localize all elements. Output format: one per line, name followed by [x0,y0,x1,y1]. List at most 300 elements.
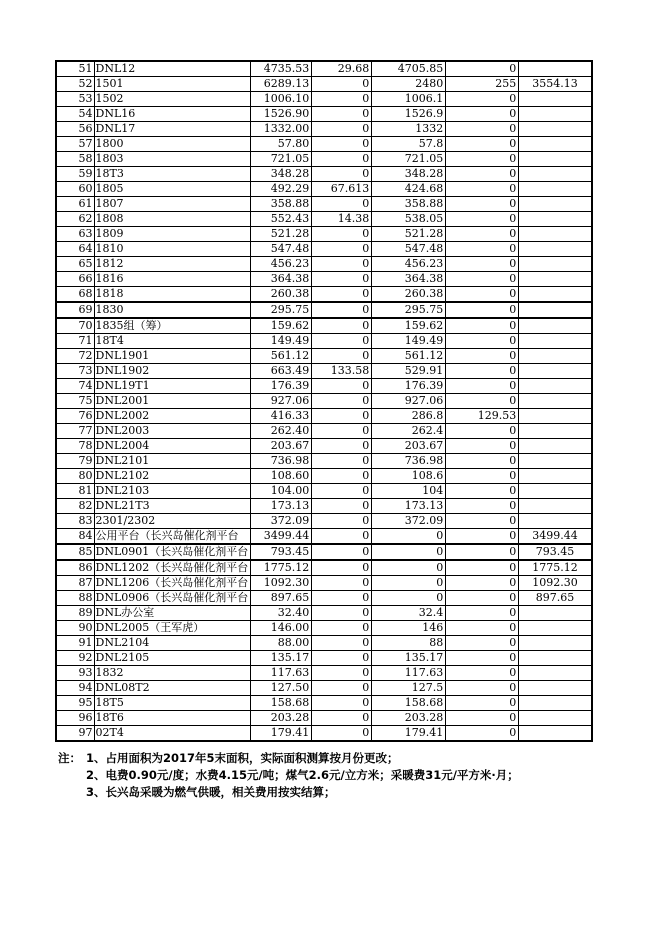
value-a-cell[interactable]: 0 [312,651,372,666]
row-number-cell[interactable]: 80 [56,469,94,484]
area-cell[interactable]: 416.33 [251,409,312,424]
value-d-cell[interactable] [519,287,592,303]
value-d-cell[interactable] [519,439,592,454]
area-cell[interactable]: 6289.13 [251,77,312,92]
value-a-cell[interactable]: 0 [312,197,372,212]
area-cell[interactable]: 456.23 [251,257,312,272]
unit-name-cell[interactable]: 2301/2302 [94,514,251,529]
value-d-cell[interactable] [519,364,592,379]
area-cell[interactable]: 663.49 [251,364,312,379]
value-d-cell[interactable] [519,666,592,681]
value-c-cell[interactable]: 0 [446,651,519,666]
value-b-cell[interactable]: 104 [372,484,446,499]
unit-name-cell[interactable]: 1803 [94,152,251,167]
value-b-cell[interactable]: 4705.85 [372,61,446,77]
value-b-cell[interactable]: 32.4 [372,606,446,621]
value-c-cell[interactable]: 0 [446,514,519,529]
value-c-cell[interactable]: 0 [446,107,519,122]
value-b-cell[interactable]: 127.5 [372,681,446,696]
unit-name-cell[interactable]: DNL办公室 [94,606,251,621]
value-d-cell[interactable] [519,272,592,287]
unit-name-cell[interactable]: 18T3 [94,167,251,182]
value-a-cell[interactable]: 0 [312,318,372,334]
value-d-cell[interactable] [519,621,592,636]
unit-name-cell[interactable]: DNL2103 [94,484,251,499]
value-d-cell[interactable] [519,349,592,364]
area-cell[interactable]: 260.38 [251,287,312,303]
unit-name-cell[interactable]: 1808 [94,212,251,227]
value-d-cell[interactable] [519,152,592,167]
value-b-cell[interactable]: 521.28 [372,227,446,242]
area-cell[interactable]: 108.60 [251,469,312,484]
value-c-cell[interactable]: 0 [446,257,519,272]
row-number-cell[interactable]: 53 [56,92,94,107]
value-b-cell[interactable]: 927.06 [372,394,446,409]
value-b-cell[interactable]: 358.88 [372,197,446,212]
area-cell[interactable]: 364.38 [251,272,312,287]
value-c-cell[interactable]: 0 [446,182,519,197]
value-b-cell[interactable]: 1332 [372,122,446,137]
area-cell[interactable]: 1332.00 [251,122,312,137]
value-d-cell[interactable] [519,514,592,529]
value-b-cell[interactable]: 1006.1 [372,92,446,107]
value-c-cell[interactable]: 0 [446,636,519,651]
value-a-cell[interactable]: 0 [312,544,372,560]
unit-name-cell[interactable]: DNL2104 [94,636,251,651]
value-a-cell[interactable]: 0 [312,242,372,257]
value-b-cell[interactable]: 117.63 [372,666,446,681]
value-b-cell[interactable]: 2480 [372,77,446,92]
value-c-cell[interactable]: 0 [446,334,519,349]
value-a-cell[interactable]: 0 [312,529,372,545]
value-a-cell[interactable]: 0 [312,107,372,122]
value-b-cell[interactable]: 0 [372,576,446,591]
value-c-cell[interactable]: 0 [446,681,519,696]
area-cell[interactable]: 492.29 [251,182,312,197]
value-c-cell[interactable]: 0 [446,606,519,621]
row-number-cell[interactable]: 87 [56,576,94,591]
value-a-cell[interactable]: 0 [312,137,372,152]
value-b-cell[interactable]: 538.05 [372,212,446,227]
value-d-cell[interactable]: 1775.12 [519,560,592,576]
value-b-cell[interactable]: 173.13 [372,499,446,514]
area-cell[interactable]: 32.40 [251,606,312,621]
unit-name-cell[interactable]: DNL0906（长兴岛催化剂平台 [94,591,251,606]
value-b-cell[interactable]: 0 [372,591,446,606]
value-c-cell[interactable]: 0 [446,576,519,591]
row-number-cell[interactable]: 89 [56,606,94,621]
value-b-cell[interactable]: 1526.9 [372,107,446,122]
unit-name-cell[interactable]: 1832 [94,666,251,681]
value-b-cell[interactable]: 159.62 [372,318,446,334]
unit-name-cell[interactable]: 18T6 [94,711,251,726]
value-a-cell[interactable]: 0 [312,349,372,364]
unit-name-cell[interactable]: 1830 [94,302,251,318]
unit-name-cell[interactable]: DNL1206（长兴岛催化剂平台 [94,576,251,591]
value-d-cell[interactable] [519,394,592,409]
unit-name-cell[interactable]: DNL2004 [94,439,251,454]
row-number-cell[interactable]: 79 [56,454,94,469]
value-d-cell[interactable] [519,257,592,272]
value-a-cell[interactable]: 0 [312,591,372,606]
value-a-cell[interactable]: 0 [312,606,372,621]
value-d-cell[interactable] [519,651,592,666]
row-number-cell[interactable]: 95 [56,696,94,711]
value-d-cell[interactable] [519,636,592,651]
area-cell[interactable]: 159.62 [251,318,312,334]
value-b-cell[interactable]: 295.75 [372,302,446,318]
row-number-cell[interactable]: 84 [56,529,94,545]
value-b-cell[interactable]: 424.68 [372,182,446,197]
unit-name-cell[interactable]: DNL2102 [94,469,251,484]
unit-name-cell[interactable]: 1812 [94,257,251,272]
value-a-cell[interactable]: 0 [312,454,372,469]
value-b-cell[interactable]: 57.8 [372,137,446,152]
unit-name-cell[interactable]: 1810 [94,242,251,257]
unit-name-cell[interactable]: DNL21T3 [94,499,251,514]
value-a-cell[interactable]: 0 [312,227,372,242]
row-number-cell[interactable]: 54 [56,107,94,122]
value-a-cell[interactable]: 133.58 [312,364,372,379]
value-c-cell[interactable]: 0 [446,711,519,726]
row-number-cell[interactable]: 61 [56,197,94,212]
value-a-cell[interactable]: 14.38 [312,212,372,227]
row-number-cell[interactable]: 63 [56,227,94,242]
unit-name-cell[interactable]: 1502 [94,92,251,107]
value-d-cell[interactable] [519,167,592,182]
value-d-cell[interactable] [519,379,592,394]
value-b-cell[interactable]: 529.91 [372,364,446,379]
row-number-cell[interactable]: 52 [56,77,94,92]
value-a-cell[interactable]: 0 [312,287,372,303]
unit-name-cell[interactable]: 18T5 [94,696,251,711]
value-a-cell[interactable]: 0 [312,302,372,318]
value-d-cell[interactable] [519,318,592,334]
row-number-cell[interactable]: 96 [56,711,94,726]
unit-name-cell[interactable]: 1800 [94,137,251,152]
unit-name-cell[interactable]: 1818 [94,287,251,303]
value-d-cell[interactable]: 1092.30 [519,576,592,591]
row-number-cell[interactable]: 73 [56,364,94,379]
area-cell[interactable]: 203.67 [251,439,312,454]
unit-name-cell[interactable]: DNL2101 [94,454,251,469]
value-b-cell[interactable]: 158.68 [372,696,446,711]
value-b-cell[interactable]: 146 [372,621,446,636]
value-d-cell[interactable]: 3554.13 [519,77,592,92]
unit-name-cell[interactable]: DNL2002 [94,409,251,424]
value-d-cell[interactable] [519,424,592,439]
value-b-cell[interactable]: 736.98 [372,454,446,469]
row-number-cell[interactable]: 90 [56,621,94,636]
value-a-cell[interactable]: 0 [312,92,372,107]
value-a-cell[interactable]: 0 [312,167,372,182]
value-b-cell[interactable]: 364.38 [372,272,446,287]
row-number-cell[interactable]: 59 [56,167,94,182]
area-cell[interactable]: 521.28 [251,227,312,242]
area-cell[interactable]: 793.45 [251,544,312,560]
area-cell[interactable]: 4735.53 [251,61,312,77]
value-a-cell[interactable]: 0 [312,726,372,742]
value-b-cell[interactable]: 88 [372,636,446,651]
value-c-cell[interactable]: 0 [446,469,519,484]
value-c-cell[interactable]: 0 [446,484,519,499]
unit-name-cell[interactable]: DNL08T2 [94,681,251,696]
value-b-cell[interactable]: 348.28 [372,167,446,182]
value-a-cell[interactable]: 0 [312,257,372,272]
row-number-cell[interactable]: 88 [56,591,94,606]
value-b-cell[interactable]: 456.23 [372,257,446,272]
value-d-cell[interactable] [519,484,592,499]
unit-name-cell[interactable]: DNL2105 [94,651,251,666]
value-d-cell[interactable] [519,92,592,107]
value-c-cell[interactable]: 0 [446,167,519,182]
unit-name-cell[interactable]: DNL1902 [94,364,251,379]
value-d-cell[interactable] [519,61,592,77]
unit-name-cell[interactable]: DNL1202（长兴岛催化剂平台 [94,560,251,576]
row-number-cell[interactable]: 94 [56,681,94,696]
value-b-cell[interactable]: 286.8 [372,409,446,424]
area-cell[interactable]: 552.43 [251,212,312,227]
unit-name-cell[interactable]: 1501 [94,77,251,92]
area-cell[interactable]: 561.12 [251,349,312,364]
value-a-cell[interactable]: 0 [312,560,372,576]
unit-name-cell[interactable]: 18T4 [94,334,251,349]
value-d-cell[interactable]: 3499.44 [519,529,592,545]
row-number-cell[interactable]: 69 [56,302,94,318]
value-b-cell[interactable]: 203.28 [372,711,446,726]
value-b-cell[interactable]: 561.12 [372,349,446,364]
area-cell[interactable]: 1092.30 [251,576,312,591]
row-number-cell[interactable]: 74 [56,379,94,394]
value-d-cell[interactable]: 897.65 [519,591,592,606]
unit-name-cell[interactable]: DNL12 [94,61,251,77]
unit-name-cell[interactable]: 1816 [94,272,251,287]
row-number-cell[interactable]: 76 [56,409,94,424]
value-d-cell[interactable] [519,122,592,137]
value-a-cell[interactable]: 67.613 [312,182,372,197]
area-cell[interactable]: 146.00 [251,621,312,636]
value-a-cell[interactable]: 0 [312,77,372,92]
value-c-cell[interactable]: 0 [446,152,519,167]
value-c-cell[interactable]: 0 [446,726,519,742]
row-number-cell[interactable]: 65 [56,257,94,272]
value-a-cell[interactable]: 0 [312,424,372,439]
unit-name-cell[interactable]: DNL0901（长兴岛催化剂平台 [94,544,251,560]
value-a-cell[interactable]: 0 [312,681,372,696]
value-c-cell[interactable]: 129.53 [446,409,519,424]
row-number-cell[interactable]: 92 [56,651,94,666]
value-b-cell[interactable]: 135.17 [372,651,446,666]
area-cell[interactable]: 203.28 [251,711,312,726]
unit-name-cell[interactable]: 1805 [94,182,251,197]
area-cell[interactable]: 927.06 [251,394,312,409]
value-c-cell[interactable]: 0 [446,529,519,545]
value-c-cell[interactable]: 0 [446,302,519,318]
value-c-cell[interactable]: 0 [446,92,519,107]
row-number-cell[interactable]: 60 [56,182,94,197]
value-c-cell[interactable]: 0 [446,364,519,379]
row-number-cell[interactable]: 62 [56,212,94,227]
unit-name-cell[interactable]: DNL2003 [94,424,251,439]
value-a-cell[interactable]: 0 [312,499,372,514]
value-c-cell[interactable]: 0 [446,696,519,711]
value-b-cell[interactable]: 260.38 [372,287,446,303]
value-a-cell[interactable]: 0 [312,696,372,711]
value-b-cell[interactable]: 0 [372,544,446,560]
value-d-cell[interactable] [519,696,592,711]
area-cell[interactable]: 721.05 [251,152,312,167]
value-c-cell[interactable]: 0 [446,197,519,212]
value-a-cell[interactable]: 0 [312,334,372,349]
unit-name-cell[interactable]: DNL19T1 [94,379,251,394]
unit-name-cell[interactable]: DNL17 [94,122,251,137]
area-cell[interactable]: 57.80 [251,137,312,152]
value-b-cell[interactable]: 547.48 [372,242,446,257]
area-cell[interactable]: 736.98 [251,454,312,469]
value-a-cell[interactable]: 0 [312,379,372,394]
area-cell[interactable]: 1526.90 [251,107,312,122]
value-b-cell[interactable]: 149.49 [372,334,446,349]
value-b-cell[interactable]: 372.09 [372,514,446,529]
unit-name-cell[interactable]: DNL2005（王军虎） [94,621,251,636]
value-c-cell[interactable]: 0 [446,666,519,681]
value-a-cell[interactable]: 0 [312,394,372,409]
value-d-cell[interactable] [519,711,592,726]
row-number-cell[interactable]: 58 [56,152,94,167]
value-a-cell[interactable]: 0 [312,711,372,726]
value-c-cell[interactable]: 0 [446,61,519,77]
value-c-cell[interactable]: 0 [446,394,519,409]
area-cell[interactable]: 117.63 [251,666,312,681]
value-a-cell[interactable]: 0 [312,666,372,681]
value-b-cell[interactable]: 179.41 [372,726,446,742]
value-b-cell[interactable]: 176.39 [372,379,446,394]
value-c-cell[interactable]: 0 [446,287,519,303]
area-cell[interactable]: 348.28 [251,167,312,182]
row-number-cell[interactable]: 71 [56,334,94,349]
row-number-cell[interactable]: 81 [56,484,94,499]
value-c-cell[interactable]: 0 [446,272,519,287]
value-a-cell[interactable]: 0 [312,576,372,591]
value-c-cell[interactable]: 255 [446,77,519,92]
value-a-cell[interactable]: 0 [312,636,372,651]
value-c-cell[interactable]: 0 [446,227,519,242]
value-b-cell[interactable]: 0 [372,529,446,545]
value-d-cell[interactable] [519,302,592,318]
value-c-cell[interactable]: 0 [446,242,519,257]
row-number-cell[interactable]: 93 [56,666,94,681]
value-b-cell[interactable]: 203.67 [372,439,446,454]
unit-name-cell[interactable]: 1809 [94,227,251,242]
value-d-cell[interactable] [519,227,592,242]
value-d-cell[interactable] [519,499,592,514]
row-number-cell[interactable]: 56 [56,122,94,137]
value-d-cell[interactable] [519,137,592,152]
value-a-cell[interactable]: 0 [312,272,372,287]
value-d-cell[interactable] [519,242,592,257]
row-number-cell[interactable]: 66 [56,272,94,287]
unit-name-cell[interactable]: DNL16 [94,107,251,122]
value-c-cell[interactable]: 0 [446,318,519,334]
unit-name-cell[interactable]: 02T4 [94,726,251,742]
row-number-cell[interactable]: 91 [56,636,94,651]
value-d-cell[interactable] [519,409,592,424]
value-d-cell[interactable] [519,334,592,349]
value-d-cell[interactable] [519,212,592,227]
value-d-cell[interactable] [519,182,592,197]
value-b-cell[interactable]: 721.05 [372,152,446,167]
value-a-cell[interactable]: 0 [312,439,372,454]
value-c-cell[interactable]: 0 [446,424,519,439]
row-number-cell[interactable]: 82 [56,499,94,514]
value-a-cell[interactable]: 0 [312,409,372,424]
area-cell[interactable]: 176.39 [251,379,312,394]
value-a-cell[interactable]: 0 [312,469,372,484]
value-d-cell[interactable] [519,606,592,621]
row-number-cell[interactable]: 85 [56,544,94,560]
area-cell[interactable]: 179.41 [251,726,312,742]
area-cell[interactable]: 295.75 [251,302,312,318]
row-number-cell[interactable]: 75 [56,394,94,409]
value-c-cell[interactable]: 0 [446,499,519,514]
unit-name-cell[interactable]: 公用平台（长兴岛催化剂平台 [94,529,251,545]
area-cell[interactable]: 897.65 [251,591,312,606]
unit-name-cell[interactable]: 1807 [94,197,251,212]
row-number-cell[interactable]: 57 [56,137,94,152]
area-cell[interactable]: 358.88 [251,197,312,212]
area-cell[interactable]: 173.13 [251,499,312,514]
value-d-cell[interactable] [519,107,592,122]
area-cell[interactable]: 104.00 [251,484,312,499]
row-number-cell[interactable]: 70 [56,318,94,334]
value-a-cell[interactable]: 0 [312,122,372,137]
value-c-cell[interactable]: 0 [446,591,519,606]
value-a-cell[interactable]: 0 [312,621,372,636]
area-cell[interactable]: 1775.12 [251,560,312,576]
value-d-cell[interactable] [519,454,592,469]
row-number-cell[interactable]: 97 [56,726,94,742]
value-c-cell[interactable]: 0 [446,621,519,636]
value-d-cell[interactable] [519,726,592,742]
area-cell[interactable]: 262.40 [251,424,312,439]
value-c-cell[interactable]: 0 [446,544,519,560]
row-number-cell[interactable]: 86 [56,560,94,576]
value-c-cell[interactable]: 0 [446,137,519,152]
row-number-cell[interactable]: 72 [56,349,94,364]
area-cell[interactable]: 3499.44 [251,529,312,545]
area-cell[interactable]: 88.00 [251,636,312,651]
value-c-cell[interactable]: 0 [446,212,519,227]
row-number-cell[interactable]: 64 [56,242,94,257]
value-b-cell[interactable]: 262.4 [372,424,446,439]
value-d-cell[interactable] [519,469,592,484]
value-c-cell[interactable]: 0 [446,349,519,364]
value-c-cell[interactable]: 0 [446,454,519,469]
area-cell[interactable]: 135.17 [251,651,312,666]
area-cell[interactable]: 149.49 [251,334,312,349]
area-cell[interactable]: 1006.10 [251,92,312,107]
value-c-cell[interactable]: 0 [446,122,519,137]
area-cell[interactable]: 158.68 [251,696,312,711]
value-a-cell[interactable]: 0 [312,514,372,529]
value-b-cell[interactable]: 0 [372,560,446,576]
row-number-cell[interactable]: 68 [56,287,94,303]
area-cell[interactable]: 127.50 [251,681,312,696]
value-d-cell[interactable] [519,681,592,696]
unit-name-cell[interactable]: DNL2001 [94,394,251,409]
value-a-cell[interactable]: 29.68 [312,61,372,77]
unit-name-cell[interactable]: DNL1901 [94,349,251,364]
